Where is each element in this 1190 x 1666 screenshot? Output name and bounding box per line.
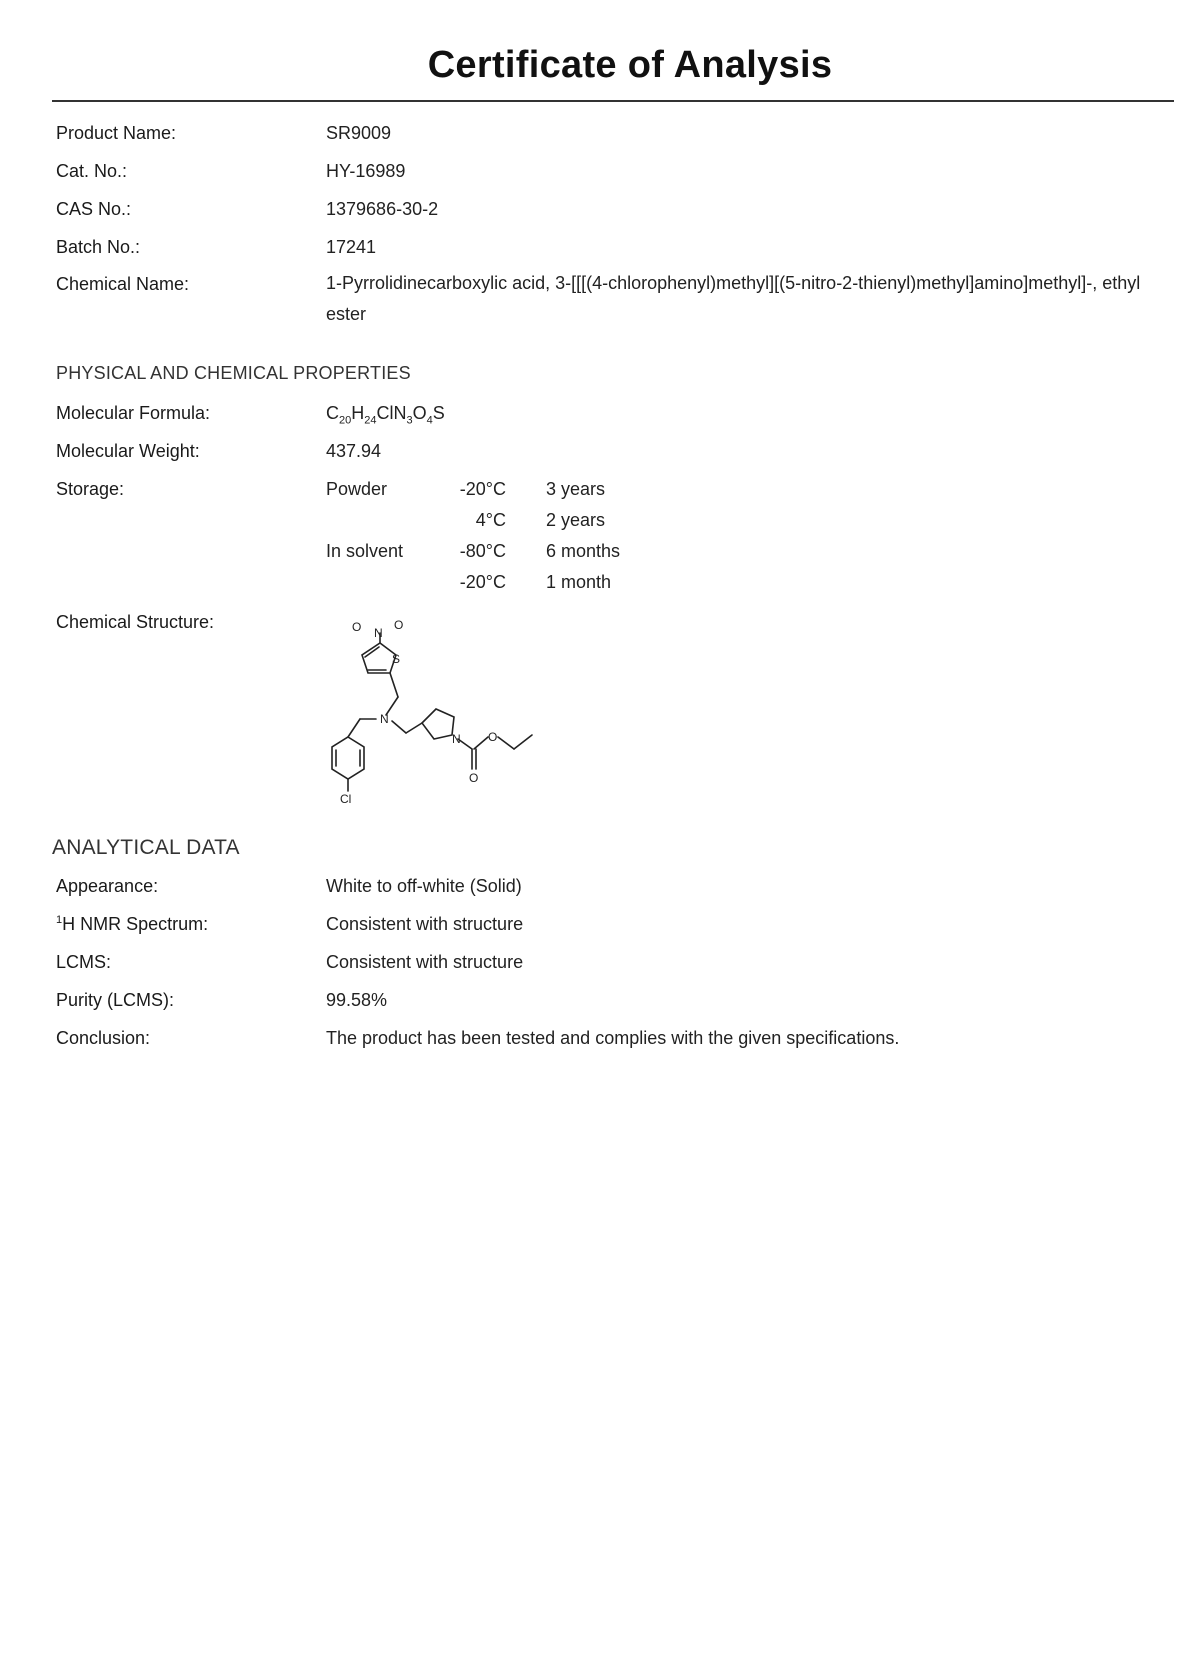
cat-no-value: HY-16989 [326,161,406,181]
batch-no-label: Batch No.: [56,237,141,257]
structure-atom: O [352,620,362,634]
storage-temp: 4°C [475,510,506,530]
analytical-data-heading: ANALYTICAL DATA [52,836,240,859]
product-name-label: Product Name: [56,123,177,143]
batch-no-value: 17241 [326,237,377,257]
physical-properties-heading: PHYSICAL AND CHEMICAL PROPERTIES [56,363,411,383]
storage-duration: 6 months [546,541,621,561]
appearance-label: Appearance: [56,876,159,896]
molecular-weight-label: Molecular Weight: [56,441,200,461]
storage-duration: 1 month [546,572,612,592]
nmr-value: Consistent with structure [326,914,524,934]
storage-form: In solvent [326,541,404,561]
product-name-value: SR9009 [326,123,392,143]
page-title: Certificate of Analysis [427,44,833,86]
structure-atom: N [374,626,383,640]
cas-no-label: CAS No.: [56,199,132,219]
chemical-name-value: 1-Pyrrolidinecarboxylic acid, 3-[[[(4-chlorophenyl)methyl][(5-nitro-2-thienyl)methyl]amino]methyl]-, ethyl ester [326,273,1141,324]
molecular-formula-value: $C_{20}H_{24}ClN_3O_4S$ [326,403,445,427]
structure-atom: Cl [340,792,352,806]
storage-label: Storage: [56,479,125,499]
molecular-formula-label: Molecular Formula: [56,403,211,423]
molecular-weight-value: 437.94 [326,441,382,461]
chemical-structure-label: Chemical Structure: [56,612,215,632]
structure-atom: S [392,652,401,666]
purity-label: Purity (LCMS): [56,990,175,1010]
conclusion-value: The product has been tested and complies with the given specifications. [326,1028,900,1048]
structure-atom: N [380,712,389,726]
storage-duration: 2 years [546,510,606,530]
storage-temp: -20°C [459,572,506,592]
chemical-name-label: Chemical Name: [56,274,190,294]
title-divider [52,100,1174,102]
structure-atom: N [452,732,461,746]
chemical-structure-image [318,605,558,825]
cat-no-label: Cat. No.: [56,161,128,181]
structure-atom: O [488,730,498,744]
lcms-value: Consistent with structure [326,952,524,972]
storage-duration: 3 years [546,479,606,499]
structure-atom: O [394,618,404,632]
structure-atom: O [469,771,479,785]
storage-form: Powder [326,479,388,499]
appearance-value: White to off-white (Solid) [326,876,522,896]
storage-temp: -80°C [459,541,506,561]
conclusion-label: Conclusion: [56,1028,151,1048]
lcms-label: LCMS: [56,952,112,972]
storage-temp: -20°C [459,479,506,499]
nmr-label: $^1$H NMR Spectrum: [56,914,209,934]
cas-no-value: 1379686-30-2 [326,199,439,219]
purity-value: 99.58% [326,990,388,1010]
